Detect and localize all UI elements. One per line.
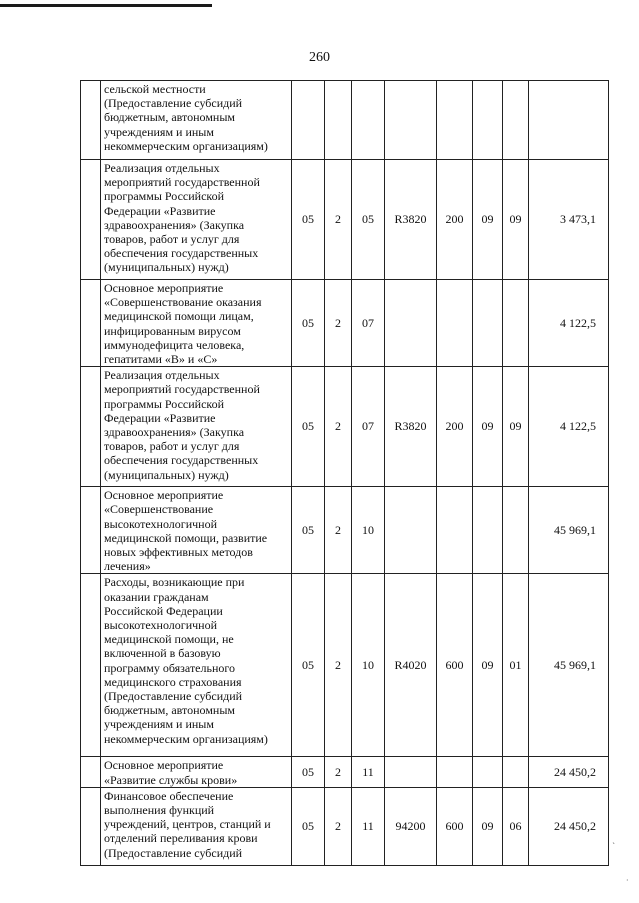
amount-cell: 24 450,2 xyxy=(529,787,609,865)
description-line: медицинской помощи лицам, xyxy=(104,309,254,324)
description-line: (Предоставление субсидий xyxy=(104,96,243,111)
code-cell: 200 xyxy=(437,367,473,487)
code-cell: 09 xyxy=(503,367,529,487)
description-line: оказании гражданам xyxy=(104,589,209,604)
table-row xyxy=(81,280,609,367)
scan-mark: · xyxy=(626,876,629,885)
description-line: программы Российской xyxy=(104,396,225,411)
code-cell xyxy=(473,757,503,787)
table-row xyxy=(81,574,609,757)
description-line: Реализация отдельных xyxy=(104,161,220,175)
code-cell xyxy=(503,487,529,574)
code-cell xyxy=(503,81,529,160)
description-line: Федерации «Развитие xyxy=(104,203,216,218)
table-row xyxy=(81,787,609,865)
code-cell xyxy=(352,81,385,160)
code-cell xyxy=(385,81,437,160)
index-cell xyxy=(81,160,101,280)
description-line: медицинской помощи, развитие xyxy=(104,530,268,545)
table-row xyxy=(81,367,609,487)
description-line: обеспечения государственных xyxy=(104,453,259,468)
description-line: обеспечения государственных xyxy=(104,246,259,261)
code-cell: 05 xyxy=(352,160,385,280)
description-line: здравоохранения» (Закупка xyxy=(104,217,245,232)
code-cell: 09 xyxy=(473,787,503,865)
description-line: медицинского страхования xyxy=(104,674,242,689)
amount-cell: 3 473,1 xyxy=(529,160,609,280)
description-line: учреждений, центров, станций и xyxy=(104,817,271,832)
description-line: новых эффективных методов xyxy=(104,545,253,560)
code-cell: 06 xyxy=(503,787,529,865)
description-line: мероприятий государственной xyxy=(104,175,260,190)
code-cell: 2 xyxy=(325,574,352,757)
code-cell xyxy=(437,757,473,787)
description-line: Финансовое обеспечение xyxy=(104,788,234,803)
description-line: некоммерческим организациям) xyxy=(104,731,268,746)
code-cell: 01 xyxy=(503,574,529,757)
description-line: программу обязательного xyxy=(104,660,236,675)
description-line: (муниципальных) нужд) xyxy=(104,467,229,482)
amount-cell: 4 122,5 xyxy=(529,280,609,367)
description-cell xyxy=(101,81,292,160)
description-line: инфицированным вирусом xyxy=(104,323,241,338)
index-cell xyxy=(81,280,101,367)
description-line: «Развитие службы крови» xyxy=(104,772,238,787)
description-line: Федерации «Развитие xyxy=(104,410,216,425)
index-cell xyxy=(81,81,101,160)
amount-cell xyxy=(529,81,609,160)
index-cell xyxy=(81,367,101,487)
code-cell: 05 xyxy=(292,757,325,787)
description-cell xyxy=(101,487,292,574)
description-line: гепатитами «В» и «С» xyxy=(104,352,218,367)
code-cell: 2 xyxy=(325,787,352,865)
description-cell xyxy=(101,787,292,865)
description-line: учреждениям и иным xyxy=(104,124,214,139)
code-cell xyxy=(292,81,325,160)
description-line: мероприятий государственной xyxy=(104,382,260,397)
code-cell xyxy=(503,280,529,367)
description-line: программы Российской xyxy=(104,189,225,204)
code-cell: R4020 xyxy=(385,574,437,757)
amount-cell: 45 969,1 xyxy=(529,574,609,757)
code-cell xyxy=(325,81,352,160)
code-cell: 2 xyxy=(325,367,352,487)
code-cell: 10 xyxy=(352,487,385,574)
code-cell: 94200 xyxy=(385,787,437,865)
code-cell: 2 xyxy=(325,280,352,367)
description-line: «Совершенствование xyxy=(104,502,214,517)
scan-top-rule xyxy=(0,4,212,7)
description-line: медицинской помощи, не xyxy=(104,632,234,647)
code-cell: 09 xyxy=(473,160,503,280)
index-cell xyxy=(81,487,101,574)
description-cell xyxy=(101,160,292,280)
code-cell: 05 xyxy=(292,487,325,574)
code-cell: 2 xyxy=(325,160,352,280)
description-line: (Предоставление субсидий xyxy=(104,845,243,860)
code-cell: 05 xyxy=(292,160,325,280)
code-cell: 07 xyxy=(352,280,385,367)
description-line: иммунодефицита человека, xyxy=(104,337,245,352)
table-row xyxy=(81,160,609,280)
table-row xyxy=(81,81,609,160)
description-line: Основное мероприятие xyxy=(104,488,224,503)
description-line: лечения» xyxy=(104,559,151,574)
code-cell xyxy=(385,280,437,367)
code-cell xyxy=(437,81,473,160)
code-cell xyxy=(385,757,437,787)
description-line: сельской местности xyxy=(104,82,206,96)
code-cell: 11 xyxy=(352,787,385,865)
code-cell: 09 xyxy=(503,160,529,280)
description-line: товаров, работ и услуг для xyxy=(104,439,240,454)
description-cell xyxy=(101,574,292,757)
description-line: некоммерческим организациям) xyxy=(104,138,268,153)
description-line: Основное мероприятие xyxy=(104,281,224,295)
table-row xyxy=(81,757,609,787)
description-line: Реализация отдельных xyxy=(104,368,220,383)
code-cell: 05 xyxy=(292,574,325,757)
description-line: Расходы, возникающие при xyxy=(104,575,245,590)
description-line: Российской Федерации xyxy=(104,603,223,618)
description-line: высокотехнологичной xyxy=(104,618,218,633)
code-cell: 200 xyxy=(437,160,473,280)
amount-cell: 4 122,5 xyxy=(529,367,609,487)
amount-cell: 24 450,2 xyxy=(529,757,609,787)
budget-table xyxy=(80,80,609,866)
description-line: высокотехнологичной xyxy=(104,516,218,531)
table-row xyxy=(81,487,609,574)
code-cell: R3820 xyxy=(385,367,437,487)
code-cell: 11 xyxy=(352,757,385,787)
code-cell: 600 xyxy=(437,574,473,757)
description-cell xyxy=(101,367,292,487)
description-line: включенной в базовую xyxy=(104,646,221,661)
amount-cell: 45 969,1 xyxy=(529,487,609,574)
description-cell xyxy=(101,757,292,787)
code-cell xyxy=(473,81,503,160)
code-cell: 10 xyxy=(352,574,385,757)
code-cell: 09 xyxy=(473,574,503,757)
description-line: здравоохранения» (Закупка xyxy=(104,425,245,440)
index-cell xyxy=(81,757,101,787)
description-line: (Предоставление субсидий xyxy=(104,689,243,704)
page-number: 260 xyxy=(309,50,330,65)
description-line: бюджетным, автономным xyxy=(104,110,235,125)
description-line: (муниципальных) нужд) xyxy=(104,260,229,275)
code-cell xyxy=(503,757,529,787)
code-cell: 05 xyxy=(292,367,325,487)
code-cell: 05 xyxy=(292,280,325,367)
code-cell xyxy=(437,280,473,367)
code-cell: 09 xyxy=(473,367,503,487)
description-line: «Совершенствование оказания xyxy=(104,295,262,310)
description-line: отделений переливания крови xyxy=(104,831,258,846)
scan-mark: ` xyxy=(612,842,616,851)
code-cell: 07 xyxy=(352,367,385,487)
code-cell xyxy=(385,487,437,574)
description-line: товаров, работ и услуг для xyxy=(104,232,240,247)
description-line: учреждениям и иным xyxy=(104,717,214,732)
code-cell xyxy=(473,280,503,367)
code-cell xyxy=(473,487,503,574)
code-cell: 600 xyxy=(437,787,473,865)
code-cell xyxy=(437,487,473,574)
code-cell: 05 xyxy=(292,787,325,865)
description-line: бюджетным, автономным xyxy=(104,703,235,718)
description-line: Основное мероприятие xyxy=(104,758,224,773)
description-cell xyxy=(101,280,292,367)
code-cell: R3820 xyxy=(385,160,437,280)
code-cell: 2 xyxy=(325,757,352,787)
index-cell xyxy=(81,787,101,865)
code-cell: 2 xyxy=(325,487,352,574)
index-cell xyxy=(81,574,101,757)
description-line: выполнения функций xyxy=(104,803,215,818)
